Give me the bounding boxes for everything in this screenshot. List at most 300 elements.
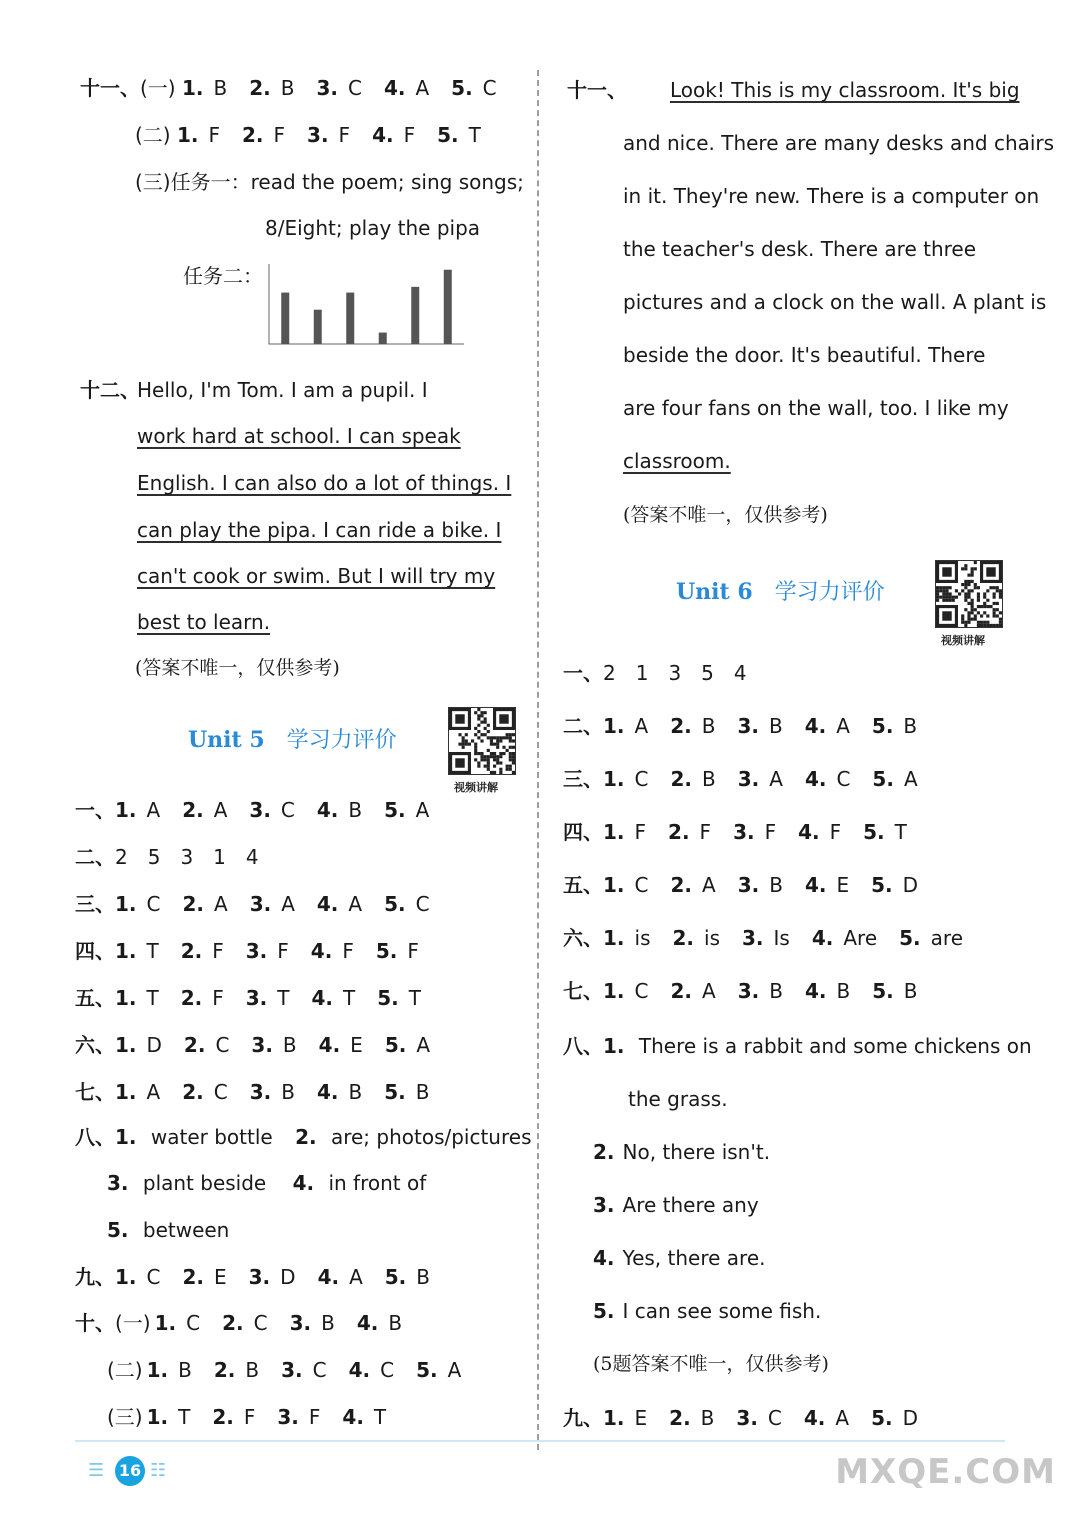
answer-item: [290, 984, 356, 1012]
answer-value: E: [350, 1033, 363, 1057]
essay-line: beside the door. It's beautiful. There: [623, 343, 986, 367]
section-11-label: 十一、: [567, 78, 627, 102]
answer-item: [850, 977, 917, 1005]
answer-number: 1.: [115, 1265, 137, 1289]
answer-value: are: [930, 926, 963, 950]
answer-value: F: [338, 123, 351, 147]
chart-bar: [444, 270, 452, 344]
answer-number: 4.: [383, 76, 406, 100]
answer-item: [714, 1404, 781, 1432]
u5-section-10-part-1: 十、(一) 1. C 2. C 3. B 4. B: [75, 1311, 403, 1335]
answer-number: 4.: [804, 873, 827, 897]
answer-item: [295, 890, 362, 918]
answer-item: [228, 890, 295, 918]
answer-value: T: [343, 986, 356, 1010]
section-11-part-1: [80, 74, 497, 102]
answer-item: [296, 1263, 363, 1291]
answer-item: [297, 1031, 363, 1059]
answer-item: [115, 984, 159, 1012]
answer-number: 3.: [251, 1033, 273, 1057]
section-12-label: 十二、: [80, 378, 140, 402]
answer-item: [289, 937, 354, 965]
answer-number: 4.: [342, 1405, 364, 1429]
answer-row: [75, 843, 259, 871]
order-answer: 2 1 3 5 4: [603, 661, 747, 685]
answer-number: 1.: [115, 1033, 137, 1057]
answer-value: F: [273, 123, 286, 147]
answer-item: [648, 712, 715, 740]
answer-item: [850, 712, 917, 740]
u6-section-8-line-4: 4. Yes, there are.: [593, 1246, 766, 1270]
answer-number: 1.: [115, 798, 137, 822]
answer-number: 3.: [737, 979, 760, 1003]
answer-number: 4.: [310, 939, 333, 963]
answer-number: 1.: [115, 1080, 137, 1104]
answer-item: [160, 1263, 226, 1291]
answer-number: 5.: [377, 986, 399, 1010]
answer-item: [415, 121, 481, 149]
answer-item: [115, 1263, 160, 1291]
chart-bar: [281, 293, 289, 344]
answer-item: [850, 765, 917, 793]
answer-item: [648, 765, 715, 793]
answer-value: T: [178, 1405, 191, 1429]
answer-item: [115, 890, 160, 918]
answer-item: [295, 796, 362, 824]
answer-item: [227, 796, 294, 824]
answer-value: is: [704, 926, 720, 950]
answer-value: B: [178, 1358, 192, 1382]
answer-value: B: [769, 873, 783, 897]
answer-number: 4.: [318, 1033, 341, 1057]
answer-list: [603, 979, 917, 1003]
answer-item: [651, 924, 721, 952]
answer-value: A: [415, 798, 430, 822]
answer-item: [841, 818, 907, 846]
answer-number: 2.: [180, 986, 203, 1010]
answer-item: [350, 121, 415, 149]
answer-item: [603, 1404, 647, 1432]
section-label: 七、: [75, 1080, 115, 1104]
essay-line: in it. They're new. There is a computer on: [623, 184, 1040, 208]
answer-value: B: [769, 979, 783, 1003]
answer-item: [177, 121, 220, 149]
section-label: 十一、: [80, 76, 140, 100]
answer-row: [75, 1078, 429, 1106]
answer-value: A: [702, 873, 716, 897]
answer-number: 3.: [281, 1358, 303, 1382]
answer-value: A: [634, 714, 649, 738]
answer-number: 1.: [181, 76, 204, 100]
answer-note: (答案不唯一，仅供参考): [623, 504, 828, 526]
u6-section-8-note: (5题答案不唯一，仅供参考): [593, 1353, 829, 1375]
answer-number: 1.: [603, 1406, 625, 1430]
answer-value: B: [280, 76, 295, 100]
answer-value: A: [146, 1080, 161, 1104]
answer-number: 5.: [872, 767, 894, 791]
essay-line: Look! This is my classroom. It's big: [670, 78, 1020, 102]
answer-value: C: [836, 767, 851, 791]
answer-value: C: [415, 892, 430, 916]
unit-title: 学习力评价: [774, 580, 885, 605]
answer-number: 2.: [672, 926, 695, 950]
answer-list: [115, 986, 421, 1010]
answer-number: 4.: [803, 1406, 826, 1430]
answer-number: 1.: [176, 123, 199, 147]
answer-number: 1.: [146, 1405, 169, 1429]
answer-number: 4.: [317, 1265, 340, 1289]
answer-number: 4.: [804, 979, 827, 1003]
answer-number: 1.: [603, 714, 625, 738]
answer-number: 2.: [182, 1080, 204, 1104]
unit-number: Unit 6: [676, 579, 753, 605]
answer-item: [115, 796, 160, 824]
answer-number: 5.: [416, 1358, 438, 1382]
answer-value: T: [408, 986, 421, 1010]
answer-item: [327, 1356, 394, 1384]
answer-number: 3.: [316, 76, 338, 100]
answer-number: 4.: [348, 1358, 371, 1382]
answer-item: [228, 1078, 295, 1106]
section-label: 六、: [563, 926, 603, 950]
answer-number: 2.: [249, 76, 271, 100]
answer-number: 2.: [180, 939, 203, 963]
answer-item: [320, 1403, 386, 1431]
u5-section-8-line-3: 5. between: [107, 1218, 230, 1242]
answer-list: [115, 798, 429, 822]
answer-item: [227, 1263, 296, 1291]
essay-line: pictures and a clock on the wall. A plant is: [623, 290, 1047, 314]
answer-item: [224, 984, 290, 1012]
answer-item: [160, 1078, 227, 1106]
answer-item: [362, 74, 429, 102]
answer-value: A: [213, 798, 228, 822]
answer-item: [115, 1078, 160, 1106]
answer-item: [783, 871, 849, 899]
answer-value: A: [769, 767, 783, 791]
answer-value: A: [903, 767, 918, 791]
answer-list: [603, 926, 963, 950]
answer-value: C: [312, 1358, 327, 1382]
answer-item: [603, 818, 646, 846]
answer-list: [115, 1080, 429, 1104]
answer-item: [647, 1404, 714, 1432]
essay-line: are four fans on the wall, too. I like my: [623, 396, 1009, 420]
answer-item: [255, 1403, 320, 1431]
answer-item: [783, 977, 850, 1005]
answer-number: 2.: [182, 798, 204, 822]
chart-bar: [411, 287, 419, 344]
answer-value: T: [468, 123, 481, 147]
answer-number: 3.: [248, 1265, 271, 1289]
answer-value: A: [281, 892, 295, 916]
answer-item: [190, 1403, 255, 1431]
answer-number: 2.: [670, 979, 692, 1003]
answer-number: 5.: [384, 892, 406, 916]
answer-value: Is: [773, 926, 790, 950]
task-2-label: 任务二：: [183, 264, 263, 288]
qr-code-icon[interactable]: [935, 560, 1003, 628]
answer-number: 2.: [183, 1033, 206, 1057]
answer-value: A: [349, 1265, 363, 1289]
answer-number: 4.: [356, 1311, 379, 1335]
answer-row: [75, 796, 429, 824]
answer-number: 3.: [249, 892, 272, 916]
answer-value: C: [146, 1265, 161, 1289]
answer-value: C: [347, 76, 362, 100]
part-prefix: (一): [140, 76, 176, 100]
chart-bar: [379, 333, 387, 344]
answer-value: B: [245, 1358, 260, 1382]
section-label: 二、: [75, 845, 115, 869]
answer-row: [563, 871, 918, 899]
answer-value: B: [348, 1080, 363, 1104]
section-label: 五、: [75, 986, 115, 1010]
essay-line: can't cook or swim. But I will try my: [137, 564, 496, 588]
u5-section-8-line-2: 3. plant beside 4. in front of: [107, 1171, 427, 1195]
part-prefix: (二): [135, 123, 171, 147]
section-label: 四、: [75, 939, 115, 963]
answer-value: A: [447, 1358, 462, 1382]
qr-caption: 视频讲解: [454, 781, 498, 794]
section-label: 二、: [563, 714, 603, 738]
answer-item: [783, 712, 850, 740]
answer-value: B: [700, 1406, 715, 1430]
answer-item: [159, 937, 224, 965]
answer-value: B: [768, 714, 783, 738]
essay-line: can play the pipa. I can ride a bike. I: [137, 518, 502, 542]
answer-number: 4.: [316, 1080, 339, 1104]
answer-number: 1.: [603, 979, 625, 1003]
watermark: MXQE.COM: [835, 1452, 1056, 1492]
answer-row: [563, 924, 963, 952]
answer-value: C: [767, 1406, 782, 1430]
answer-number: 3.: [737, 714, 759, 738]
answer-list: [182, 76, 497, 100]
section-label: 四、: [563, 820, 603, 844]
answer-row: [75, 1031, 430, 1059]
answer-item: [192, 1356, 259, 1384]
u6-section-8-line-3: 3. Are there any: [593, 1193, 759, 1217]
answer-item: [429, 74, 496, 102]
answer-number: 3.: [742, 926, 764, 950]
answer-value: B: [282, 1033, 297, 1057]
chart-axis: [269, 264, 464, 344]
answer-number: 1.: [603, 767, 625, 791]
answer-item: [782, 1404, 849, 1432]
answer-number: 5.: [872, 979, 894, 1003]
answer-value: A: [416, 1033, 431, 1057]
answer-number: 5.: [384, 1265, 407, 1289]
answer-item: [224, 937, 289, 965]
answer-value: C: [634, 979, 649, 1003]
section-label: 五、: [563, 873, 603, 897]
section-11-part-3-line-2: 8/Eight; play the pipa: [265, 216, 481, 240]
u6-section-8-line-2: 2. No, there isn't.: [593, 1140, 771, 1164]
essay-line: Hello, I'm Tom. I am a pupil. I: [137, 378, 428, 402]
answer-value: T: [894, 820, 907, 844]
answer-item: [159, 984, 224, 1012]
footer-rule: [75, 1440, 1005, 1442]
answer-value: B: [321, 1311, 335, 1335]
answer-number: 5.: [384, 1080, 406, 1104]
answer-item: [603, 924, 651, 952]
answer-value: B: [281, 1080, 295, 1104]
answer-item: [849, 1404, 918, 1432]
answer-list: [115, 892, 430, 916]
answer-value: B: [348, 798, 363, 822]
column-divider: [537, 70, 539, 1450]
answer-item: [603, 977, 648, 1005]
qr-code-icon[interactable]: [448, 707, 516, 775]
answer-value: C: [634, 767, 649, 791]
answer-value: C: [186, 1311, 201, 1335]
answer-number: 3.: [277, 1405, 299, 1429]
section-label: 一、: [75, 798, 115, 822]
answer-value: B: [903, 714, 918, 738]
answer-value: F: [403, 123, 416, 147]
answer-value: A: [702, 979, 716, 1003]
answer-value: T: [373, 1405, 387, 1429]
answer-item: [877, 924, 963, 952]
order-answer: 2 5 3 1 4: [115, 845, 259, 869]
answer-value: F: [308, 1405, 321, 1429]
answer-value: C: [146, 892, 161, 916]
u6-section-9: 九、1. E 2. B 3. C 4. A 5. D: [563, 1406, 919, 1430]
answer-value: F: [634, 820, 647, 844]
answer-item: [363, 1031, 430, 1059]
answer-value: D: [902, 873, 919, 897]
answer-value: F: [212, 939, 224, 963]
answer-value: C: [380, 1358, 395, 1382]
answer-number: 3.: [249, 798, 271, 822]
u6-section-8-line-5: 5. I can see some fish.: [593, 1299, 822, 1323]
answer-value: C: [253, 1311, 268, 1335]
answer-value: C: [213, 1080, 228, 1104]
answer-value: A: [836, 714, 850, 738]
answer-item: [362, 1078, 429, 1106]
answer-value: F: [243, 1405, 256, 1429]
answer-row: [563, 765, 918, 793]
answer-row: [563, 659, 747, 687]
answer-item: [268, 1309, 335, 1337]
u5-section-10-part-2: (二) 1. B 2. B 3. C 4. C 5. A: [107, 1358, 462, 1382]
chart-bar: [346, 293, 354, 344]
section-label: 三、: [75, 892, 115, 916]
answer-item: [294, 74, 361, 102]
answer-item: [783, 765, 850, 793]
essay-line: best to learn.: [137, 610, 271, 634]
answer-value: F: [277, 939, 289, 963]
answer-item: [285, 121, 350, 149]
answer-number: 4.: [316, 892, 339, 916]
answer-item: [362, 890, 429, 918]
answer-number: 4.: [804, 714, 827, 738]
answer-value: D: [280, 1265, 296, 1289]
answer-item: [363, 1263, 430, 1291]
essay-line: the teacher's desk. There are three: [623, 237, 977, 261]
answer-value: B: [702, 767, 716, 791]
answer-number: 2.: [670, 873, 692, 897]
answer-item: [147, 1403, 191, 1431]
answer-row: [75, 937, 419, 965]
chart-bar: [314, 310, 322, 344]
answer-item: [355, 984, 421, 1012]
answer-item: [335, 1309, 402, 1337]
answer-list: [603, 767, 918, 791]
answer-value: B: [903, 979, 918, 1003]
answer-value: F: [699, 820, 712, 844]
answer-value: B: [836, 979, 851, 1003]
answer-number: 2.: [212, 1405, 234, 1429]
unit-title: 学习力评价: [286, 728, 397, 753]
u5-section-10-part-3: (三) 1. T 2. F 3. F 4. T: [107, 1405, 387, 1429]
answer-item: [603, 871, 648, 899]
answer-number: 3.: [307, 123, 329, 147]
answer-number: 3.: [737, 873, 760, 897]
answer-number: 1.: [154, 1311, 177, 1335]
answer-item: [716, 977, 783, 1005]
answer-number: 2.: [669, 1406, 691, 1430]
section-label: 三、: [563, 767, 603, 791]
answer-value: C: [634, 873, 649, 897]
answer-list: [603, 820, 907, 844]
answer-item: [394, 1356, 461, 1384]
answer-value: F: [829, 820, 842, 844]
page-decoration-icon: ☰: [88, 1460, 105, 1481]
answer-row: [75, 890, 430, 918]
u6-section-8-line-1: 八、1. There is a rabbit and some chickens on: [563, 1034, 1032, 1058]
answer-value: F: [407, 939, 419, 963]
answer-number: 2.: [222, 1311, 244, 1335]
essay-left: [137, 376, 519, 656]
answer-value: D: [146, 1033, 162, 1057]
answer-number: 5.: [384, 1033, 407, 1057]
answer-list: [177, 123, 481, 147]
answer-item: [648, 871, 715, 899]
answer-number: 2.: [670, 714, 692, 738]
section-11-part-3-line-1: (三)任务一：read the poem; sing songs;: [135, 170, 524, 194]
answer-number: 2.: [242, 123, 264, 147]
u6-section-8-line-1-cont: the grass.: [628, 1087, 728, 1111]
answer-number: 5.: [437, 123, 459, 147]
answer-number: 2.: [668, 820, 690, 844]
answer-item: [790, 924, 877, 952]
essay-line: work hard at school. I can speak: [137, 424, 461, 448]
answer-value: F: [212, 986, 224, 1010]
answer-item: [155, 1309, 200, 1337]
answer-item: [115, 937, 159, 965]
answer-value: F: [342, 939, 354, 963]
answer-value: T: [146, 939, 159, 963]
answer-item: [227, 74, 294, 102]
essay-line: classroom.: [623, 449, 731, 473]
answer-item: [200, 1309, 267, 1337]
answer-item: [115, 1031, 162, 1059]
answer-item: [716, 871, 783, 899]
unit-5-heading: [188, 723, 397, 754]
answer-number: 1.: [115, 892, 137, 916]
answer-value: A: [348, 892, 363, 916]
answer-item: [147, 1356, 192, 1384]
answer-number: 4.: [316, 798, 339, 822]
answer-value: T: [146, 986, 159, 1010]
answer-value: F: [764, 820, 777, 844]
answer-value: C: [215, 1033, 230, 1057]
answer-item: [162, 1031, 229, 1059]
answer-value: B: [416, 1265, 431, 1289]
answer-number: 4.: [804, 767, 827, 791]
